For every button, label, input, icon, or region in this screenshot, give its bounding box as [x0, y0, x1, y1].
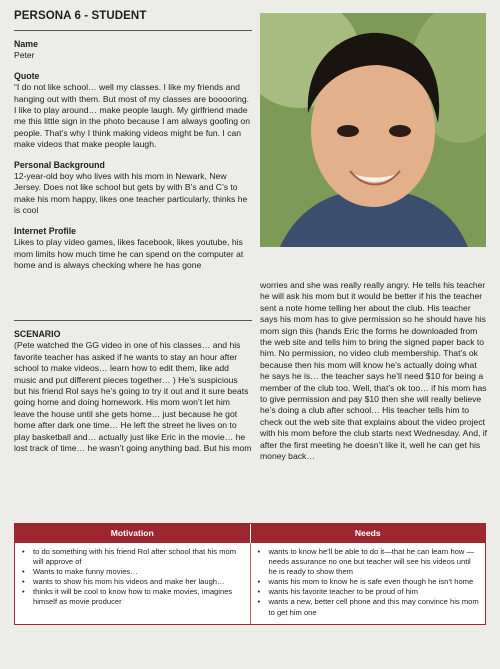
persona-photo: [260, 13, 486, 247]
name-label: Name: [14, 39, 38, 49]
scenario-section: [14, 329, 252, 454]
background-label: Personal Background: [14, 159, 105, 170]
quote-block: [14, 71, 252, 151]
page-title: PERSONA 6 - STUDENT: [14, 10, 147, 22]
background-value: 12-year-old boy who lives with his mom in Newark, New Jersey. Does not like school but gets by with B’s and C’s to make his mom happy, likes one teacher particularly, thinks he is cool: [14, 171, 248, 216]
scenario-text-right: worries and she was really really angry. He tells his teacher he will ask his mom but it would be better if his the teacher sent a note home telling her about the club. His teacher says his mom has to give permission so he should have his mom sign this (hands Eric the forms he downloaded from the web site and tells him to bring the signed paper back to him. No permission, no video club membership. That’s ok because then his mom will know he’s actually doing what he says he is… the teacher says he’ll need $10 for being a member of the club too. Well, that’s ok too… if his mom has to give permission and pay $10 then she will really believe he’s doing a club after school… His teacher tells him to check out the web site that explains about the video project with his mom before the club starts next Wednesday. And, if after the first meeting he doesn’t like it, well he can get his money back…: [260, 280, 488, 462]
internet-label: Internet Profile: [14, 225, 77, 236]
name-value: Peter: [14, 50, 35, 61]
name-block: [14, 39, 252, 62]
motivation-item: • wants to show his mom his videos and make her laugh…: [21, 577, 244, 587]
scenario-label: SCENARIO: [14, 329, 61, 339]
needs-item: • wants a new, better cell phone and this may convince his mom to get him one: [257, 597, 480, 617]
title-divider: [14, 30, 252, 31]
table-header: [15, 524, 485, 543]
background-block: [14, 160, 252, 217]
scenario-text-left: (Pete watched the GG video in one of his classes… and his favorite teacher has asked if he wants to stay an hour after school to make videos… learn how to edit them, like add music and put different pieces together… ) He’s suspicious but his friend Rol says he’s going to try it out and it sure beats going home and doing homework. His mom won’t let him leave the house until she gets home… just because he got home after dark one time… He left the street he lives on to play basketball and… actually just like Eric in the movie… he lost track of time… he wasn’t going anything bad. But his mom: [14, 340, 252, 454]
scenario-continued: [260, 280, 488, 463]
profile-section: [14, 39, 252, 280]
motivation-item: • thinks it will be cool to know how to make movies, imagines himself as movie producer: [21, 587, 244, 607]
scenario-divider: [14, 320, 252, 321]
motivation-item: • Wants to make funny movies…: [21, 567, 244, 577]
needs-item: • wants to know he’ll be able to do it—that he can learn how —needs assurance no one but teacher will see his videos until he is ready to show them: [257, 547, 480, 577]
needs-header: Needs: [354, 528, 381, 538]
persona-photo-illustration: [260, 13, 486, 247]
motivation-header: Motivation: [15, 524, 251, 543]
internet-value: Likes to play video games, likes facebook, likes youtube, his mom limits how much time he can spend on the computer at home and is always checking where he has gone: [14, 237, 244, 270]
needs-column: [251, 543, 486, 624]
quote-value: “I do not like school… well my classes. I like my friends and hanging out with them. But most of my classes are booooring. I like to play around… make people laugh. My girlfriend made me this little sign in the photo because I am always goofing on people. That’s why I think making videos might be fun. I can make videos that make people laugh.: [14, 82, 250, 150]
motivation-item: • to do something with his friend Rol after school that his mom will approve of: [21, 547, 244, 567]
motivation-column: [15, 543, 251, 624]
needs-item: • wants his favorite teacher to be proud of him: [257, 587, 480, 597]
needs-item: • wants his mom to know he is safe even though he isn’t home: [257, 577, 480, 587]
table-body: [15, 543, 485, 624]
quote-label: Quote: [14, 70, 40, 81]
internet-block: [14, 226, 252, 272]
motivation-needs-table: [14, 523, 486, 625]
